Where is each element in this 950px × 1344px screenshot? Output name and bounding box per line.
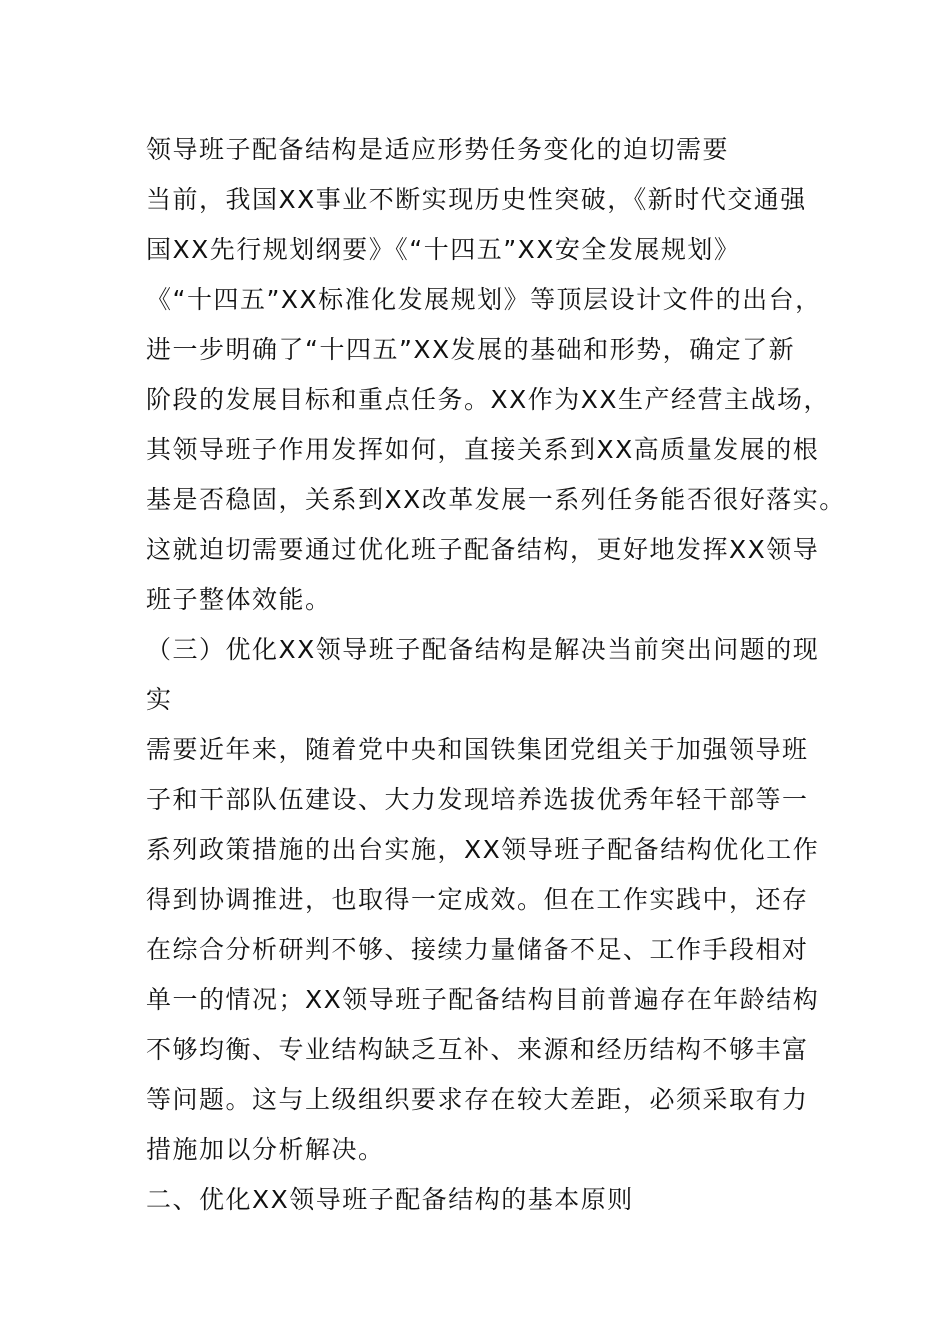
paragraph-line: 在综合分析研判不够、接续力量储备不足、工作手段相对 <box>146 935 809 964</box>
paragraph-line: 系列政策措施的出台实施，XX领导班子配备结构优化工作 <box>146 835 820 864</box>
paragraph-line: 不够均衡、专业结构缺乏互补、来源和经历结构不够丰富 <box>146 1035 809 1064</box>
section-heading-line: （三）优化XX领导班子配备结构是解决当前突出问题的现 <box>146 635 820 664</box>
paragraph-line: 这就迫切需要通过优化班子配备结构，更好地发挥XX领导 <box>146 535 820 564</box>
paragraph-line: 阶段的发展目标和重点任务。XX作为XX生产经营主战场， <box>146 385 831 414</box>
paragraph-line: 子和干部队伍建设、大力发现培养选拔优秀年轻干部等一 <box>146 785 809 814</box>
paragraph-line: 基是否稳固，关系到XX改革发展一系列任务能否很好落实。 <box>146 485 846 514</box>
section-heading-line: 二、优化XX领导班子配备结构的基本原则 <box>146 1185 634 1214</box>
paragraph-line: 单一的情况；XX领导班子配备结构目前普遍存在年龄结构 <box>146 985 820 1014</box>
paragraph-line: 得到协调推进，也取得一定成效。但在工作实践中，还存 <box>146 885 809 914</box>
section-heading-line: 领导班子配备结构是适应形势任务变化的迫切需要 <box>146 135 730 164</box>
paragraph-line: 其领导班子作用发挥如何，直接关系到XX高质量发展的根 <box>146 435 820 464</box>
paragraph-line: 措施加以分析解决。 <box>146 1135 385 1164</box>
paragraph-line: 进一步明确了“十四五”XX发展的基础和形势，确定了新 <box>146 335 796 364</box>
section-heading-line: 实 <box>146 685 173 714</box>
paragraph-line: 班子整体效能。 <box>146 585 332 614</box>
paragraph-line: 等问题。这与上级组织要求存在较大差距，必须采取有力 <box>146 1085 809 1114</box>
paragraph-line: 国XX先行规划纲要》《“十四五”XX安全发展规划》 <box>146 235 741 264</box>
paragraph-line: 当前，我国XX事业不断实现历史性突破，《新时代交通强 <box>146 185 807 214</box>
paragraph-line: 《“十四五”XX标准化发展规划》等顶层设计文件的出台， <box>146 285 822 314</box>
paragraph-line: 需要近年来，随着党中央和国铁集团党组关于加强领导班 <box>146 735 809 764</box>
